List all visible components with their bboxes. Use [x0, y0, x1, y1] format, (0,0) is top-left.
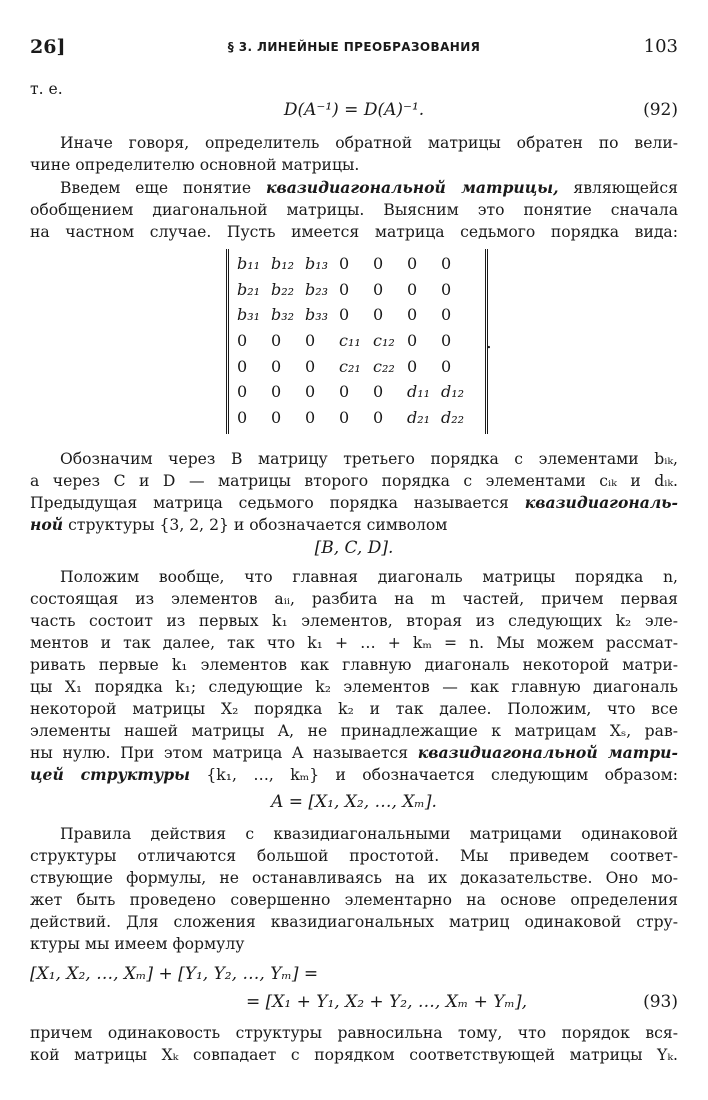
matrix-cell: 0: [407, 356, 418, 376]
matrix-cell: 0: [305, 331, 316, 351]
matrix-cell: 0: [441, 331, 452, 351]
text: Введем еще понятие: [60, 179, 252, 197]
paragraph-4-line-3: часть состоит из первых k₁ элементов, вторая из следующих k₂ эле-: [30, 612, 678, 630]
matrix-cell: 0: [271, 356, 282, 376]
matrix-cell: b₁₃: [305, 254, 329, 274]
matrix-cell: 0: [305, 407, 316, 427]
matrix-cell: 0: [441, 254, 452, 274]
term-quasidiagonal: квазидиагональ-: [524, 493, 678, 512]
matrix-cell: c₁₂: [373, 331, 395, 351]
paragraph-3-line-1: Обозначим через B матрицу третьего порядка с элементами bᵢₖ,: [60, 450, 678, 468]
section-number: 26]: [30, 36, 66, 58]
equation-93-line-1: [X₁, X₂, …, Xₘ] + [Y₁, Y₂, …, Yₘ] =: [30, 964, 319, 984]
matrix-cell: 0: [237, 407, 248, 427]
paragraph-2-line-1: [60, 177, 678, 199]
paragraph-5-line-1: Правила действия с квазидиагональными матрицами одинаковой: [60, 825, 678, 843]
paragraph-1-line-1: Иначе говоря, определитель обратной матрицы обратен по вели-: [60, 134, 678, 152]
running-header: [30, 36, 678, 62]
paragraph-3-line-2: а через C и D — матрицы второго порядка с элементами cᵢₖ и dᵢₖ.: [30, 472, 678, 490]
equation-92: D(A⁻¹) = D(A)⁻¹.: [283, 100, 425, 120]
matrix-cell: b₃₂: [271, 305, 295, 325]
matrix-cell: 0: [271, 382, 282, 402]
matrix-cell: d₁₂: [441, 382, 465, 402]
matrix-row: [237, 302, 475, 328]
matrix-cell: 0: [305, 382, 316, 402]
matrix-grid: [237, 251, 475, 430]
term-quasidiagonal-end: ной: [30, 515, 64, 534]
matrix-cell: 0: [237, 382, 248, 402]
matrix-cell: 0: [237, 331, 248, 351]
matrix-cell: b₃₁: [237, 305, 261, 325]
paragraph-4-line-1: Положим вообще, что главная диагональ матрицы порядка n,: [60, 568, 678, 586]
term-structure: цей структуры: [30, 765, 190, 784]
paragraph-4-line-2: состоящая из элементов aᵢᵢ, разбита на m частей, причем первая: [30, 590, 678, 608]
section-title: § 3. ЛИНЕЙНЫЕ ПРЕОБРАЗОВАНИЯ: [227, 40, 481, 54]
matrix-end-mark: .: [486, 332, 492, 353]
equation-93-line-2: = [X₁ + Y₁, X₂ + Y₂, …, Xₘ + Yₘ],: [246, 992, 527, 1012]
matrix-cell: b₁₂: [271, 254, 295, 274]
matrix-cell: 0: [339, 382, 350, 402]
matrix-row: [237, 277, 475, 303]
matrix-cell: 0: [271, 407, 282, 427]
equation-92-number: (92): [643, 100, 678, 120]
matrix-cell: 0: [373, 254, 384, 274]
page-number: 103: [643, 36, 678, 57]
paragraph-4-line-6: цы X₁ порядка k₁; следующие k₂ элементов — как главную диагональ: [30, 678, 678, 696]
text: {k₁, …, kₘ} и обозначается следующим образом:: [206, 766, 678, 784]
paragraph-2-line-3: на частном случае. Пусть имеется матрица седьмого порядка вида:: [30, 223, 678, 241]
paragraph-5-line-6: ктуры мы имеем формулу: [30, 935, 245, 953]
matrix-cell: 0: [407, 305, 418, 325]
matrix-cell: 0: [441, 279, 452, 299]
matrix-cell: 0: [339, 254, 350, 274]
paragraph-3-line-4: [30, 514, 678, 536]
text: Предыдущая матрица седьмого порядка называется: [30, 494, 509, 512]
matrix-cell: b₃₃: [305, 305, 329, 325]
matrix-cell: 0: [271, 331, 282, 351]
matrix-cell: b₂₁: [237, 279, 261, 299]
matrix-cell: 0: [373, 305, 384, 325]
matrix-cell: c₂₂: [373, 356, 395, 376]
matrix-cell: b₁₁: [237, 254, 261, 274]
matrix-cell: 0: [441, 356, 452, 376]
matrix-cell: c₂₁: [339, 356, 361, 376]
matrix-cell: b₂₂: [271, 279, 295, 299]
matrix-cell: d₂₁: [407, 407, 431, 427]
equation-a: A = [X₁, X₂, …, Xₘ].: [271, 792, 437, 812]
text: являющейся: [573, 179, 678, 197]
intro-text: т. е.: [30, 80, 63, 98]
paragraph-5-line-2: структуры отличаются большой простотой. Мы приведем соответ-: [30, 847, 678, 865]
term-quasidiagonal-matrix: квазидиагональной матрицы,: [265, 178, 559, 197]
matrix-cell: 0: [339, 279, 350, 299]
matrix-cell: d₁₁: [407, 382, 431, 402]
paragraph-4-line-4: ментов и так далее, так что k₁ + … + kₘ = n. Мы можем рассмат-: [30, 634, 678, 652]
equation-93-number: (93): [643, 992, 678, 1012]
block-matrix: [226, 249, 488, 434]
matrix-row: [237, 379, 475, 405]
matrix-cell: 0: [339, 407, 350, 427]
paragraph-3-line-3: [30, 492, 678, 514]
text: структуры {3, 2, 2} и обозначается символом: [68, 516, 448, 534]
matrix-cell: c₁₁: [339, 331, 361, 351]
paragraph-5-line-3: ствующие формулы, не останавливаясь на их доказательстве. Оно мо-: [30, 869, 678, 887]
matrix-row: [237, 328, 475, 354]
text: ны нулю. При этом матрица A называется: [30, 744, 409, 762]
matrix-cell: 0: [339, 305, 350, 325]
matrix-cell: b₂₃: [305, 279, 329, 299]
paragraph-4-line-10: [30, 764, 678, 786]
matrix-row: [237, 353, 475, 379]
matrix-cell: 0: [407, 331, 418, 351]
term-quasidiagonal-matrix-2: квазидиагональной матри-: [417, 743, 678, 762]
equation-bcd: [B, C, D].: [314, 538, 394, 558]
paragraph-4-line-7: некоторой матрицы X₂ порядка k₂ и так далее. Положим, что все: [30, 700, 678, 718]
paragraph-5-line-5: действий. Для сложения квазидиагональных матриц одинаковой стру-: [30, 913, 678, 931]
matrix-row: [237, 405, 475, 431]
paragraph-4-line-8: элементы нашей матрицы A, не принадлежащие к матрицам Xₛ, рав-: [30, 722, 678, 740]
matrix-row: [237, 251, 475, 277]
matrix-cell: 0: [373, 407, 384, 427]
matrix-cell: 0: [305, 356, 316, 376]
paragraph-6-line-2: кой матрицы Xₖ совпадает с порядком соответствующей матрицы Yₖ.: [30, 1046, 678, 1064]
matrix-cell: 0: [407, 279, 418, 299]
paragraph-5-line-4: жет быть проведено совершенно элементарно на основе определения: [30, 891, 678, 909]
matrix-cell: 0: [441, 305, 452, 325]
matrix-cell: 0: [373, 382, 384, 402]
paragraph-4-line-5: ривать первые k₁ элементов как главную диагональ некоторой матри-: [30, 656, 678, 674]
matrix-cell: 0: [373, 279, 384, 299]
matrix-cell: 0: [407, 254, 418, 274]
paragraph-4-line-9: [30, 742, 678, 764]
paragraph-6-line-1: причем одинаковость структуры равносильна тому, что порядок вся-: [30, 1024, 678, 1042]
paragraph-2-line-2: обобщением диагональной матрицы. Выясним это понятие сначала: [30, 201, 678, 219]
matrix-cell: d₂₂: [441, 407, 465, 427]
paragraph-1-line-2: чине определителю основной матрицы.: [30, 156, 360, 174]
matrix-cell: 0: [237, 356, 248, 376]
